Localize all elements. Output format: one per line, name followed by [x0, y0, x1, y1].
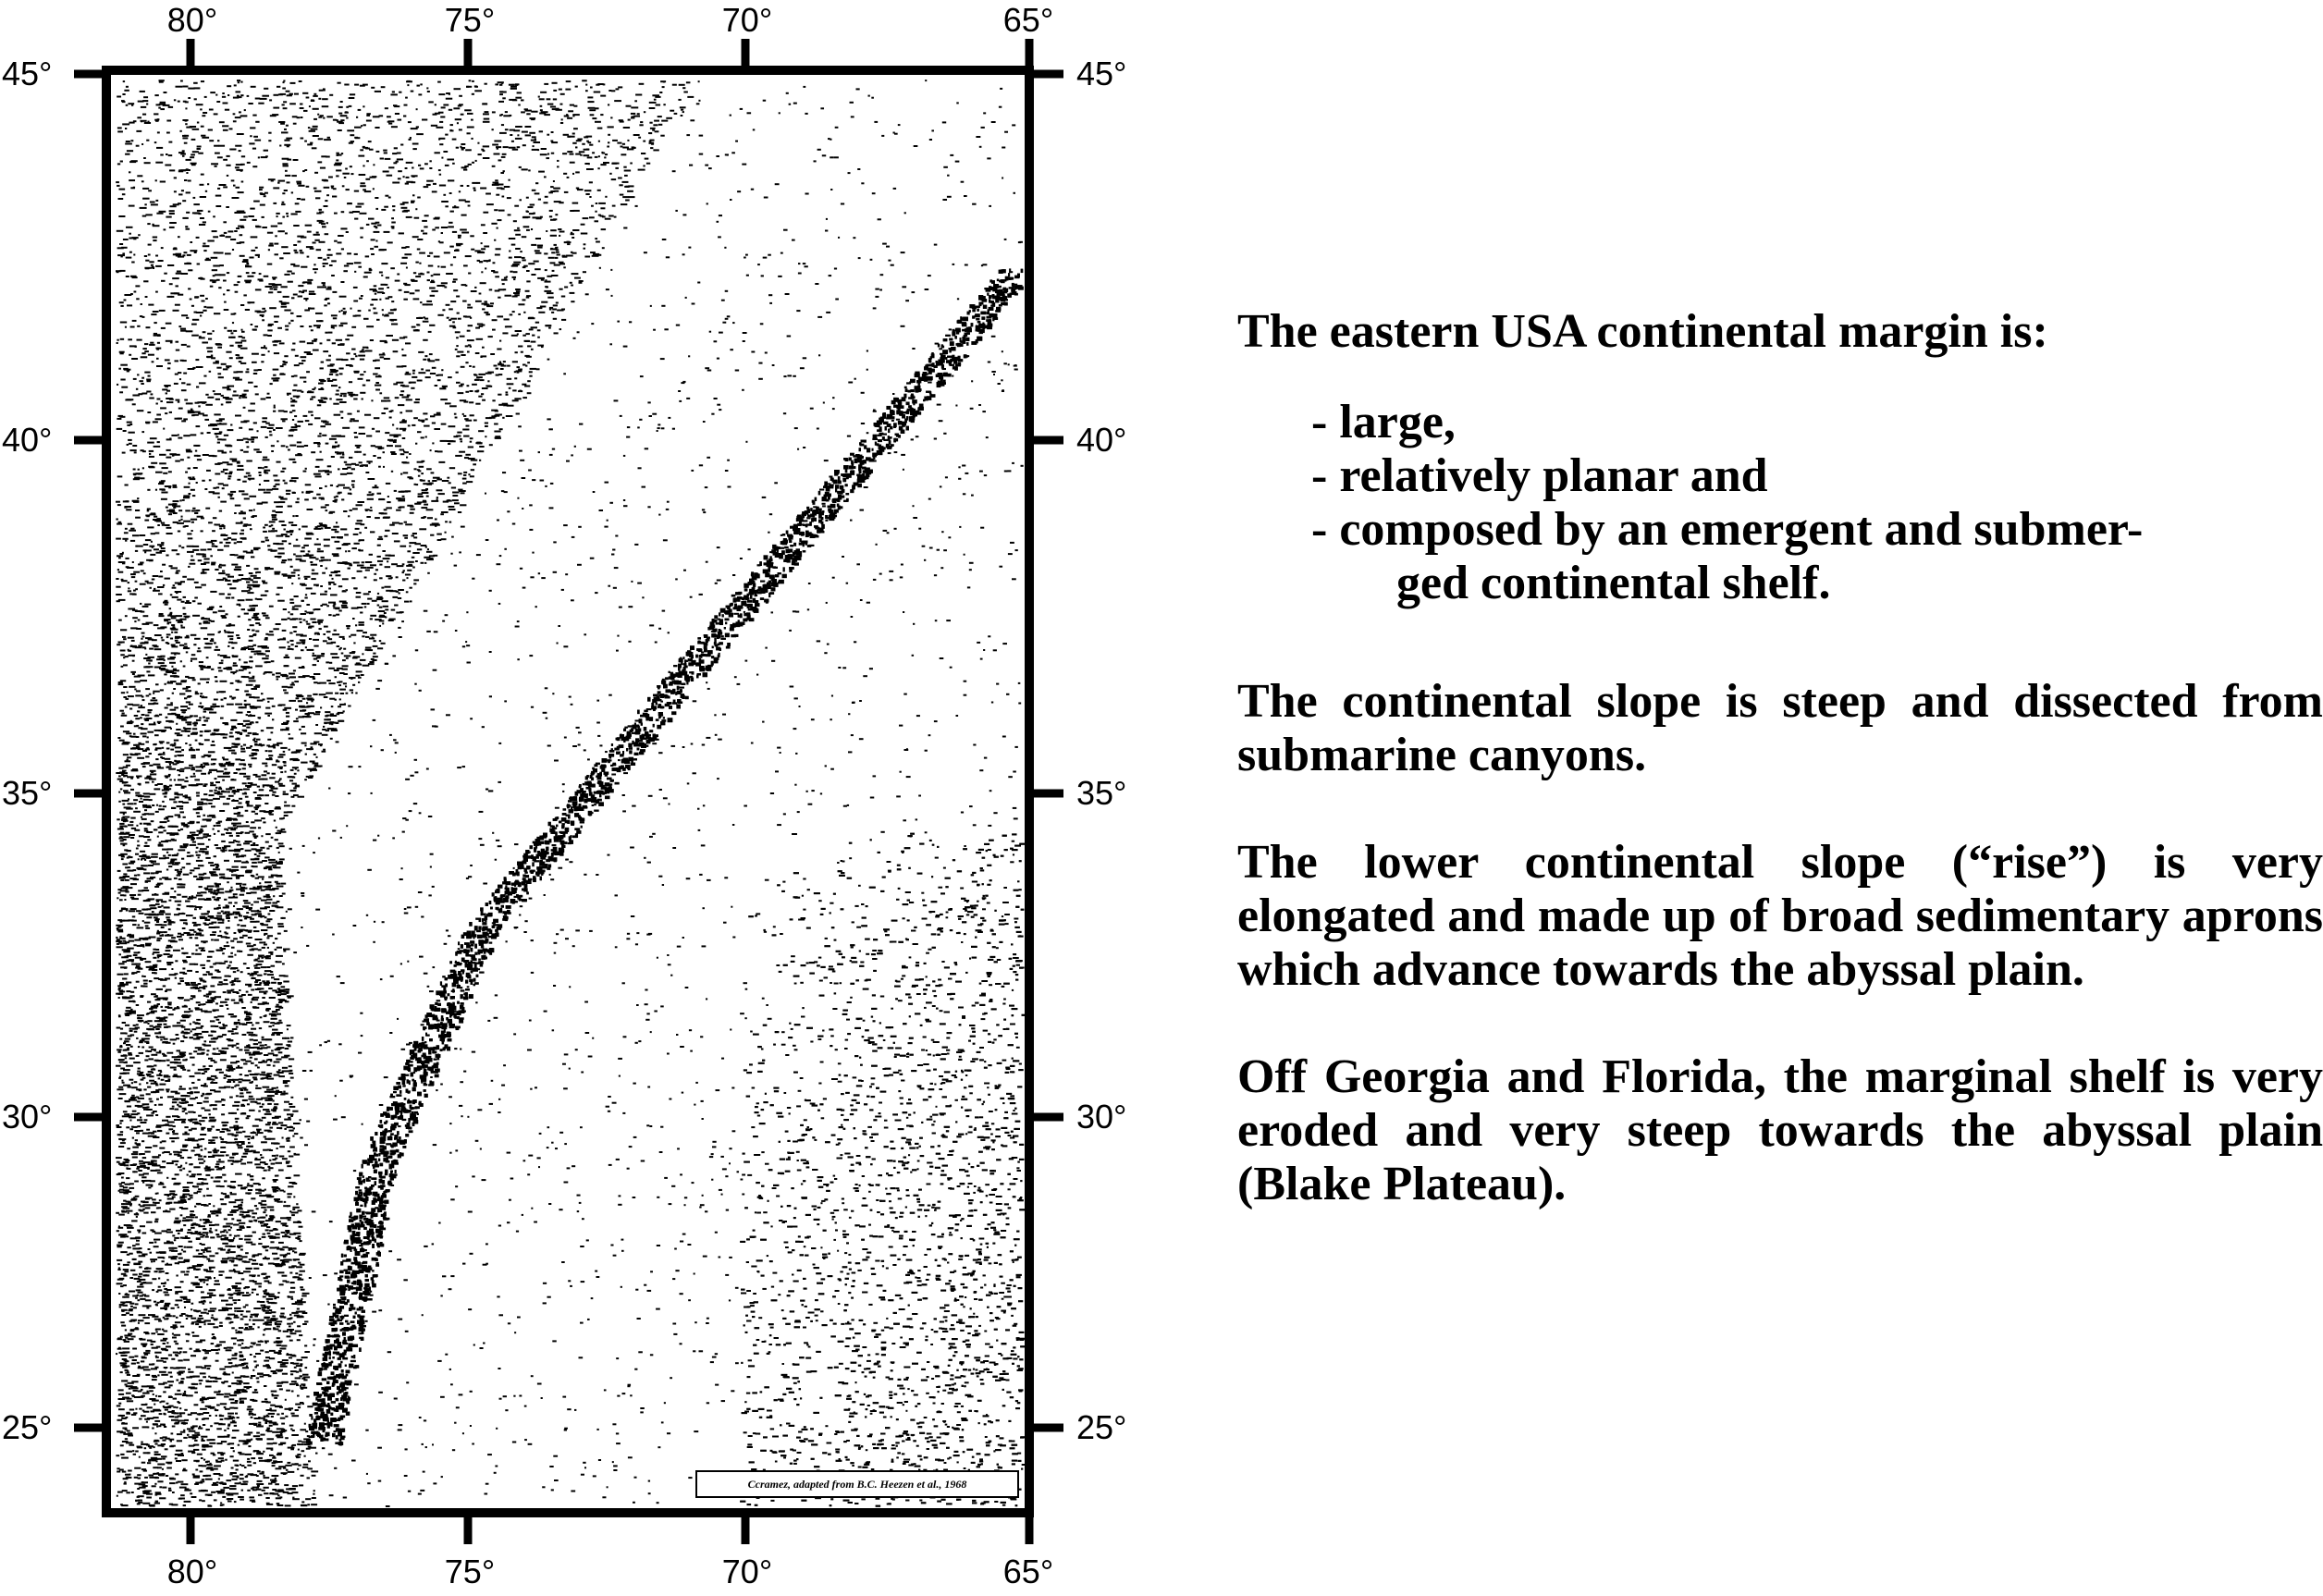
lon-label-bottom-75: 75°	[445, 1555, 495, 1589]
lon-label-top-70: 70°	[722, 4, 772, 37]
lat-label-left-40: 40°	[2, 424, 52, 457]
physiographic-map	[0, 0, 1073, 1596]
bullet-item: - composed by an emergent and submer-	[1311, 503, 2323, 557]
lon-label-bottom-65: 65°	[1003, 1555, 1053, 1589]
lat-label-left-25: 25°	[2, 1411, 52, 1444]
margin-heading: The eastern USA continental margin is:	[1237, 305, 2323, 359]
lon-label-bottom-70: 70°	[722, 1555, 772, 1589]
paragraph-slope: The continental slope is steep and dissected from submarine canyons.	[1237, 675, 2323, 782]
lat-label-right-25: 25°	[1076, 1411, 1126, 1444]
lon-label-top-75: 75°	[445, 4, 495, 37]
lat-label-left-35: 35°	[2, 777, 52, 810]
lat-label-right-35: 35°	[1076, 777, 1126, 810]
lat-label-left-30: 30°	[2, 1100, 52, 1134]
map-credit: Ccramez, adapted from B.C. Heezen et al., 1968	[695, 1470, 1019, 1498]
bullet-item-continuation: ged continental shelf.	[1311, 557, 2323, 610]
lon-label-bottom-80: 80°	[167, 1555, 217, 1589]
lat-label-right-45: 45°	[1076, 57, 1126, 91]
bullet-item: - large,	[1311, 396, 2323, 449]
bullet-item: - relatively planar and	[1311, 449, 2323, 503]
paragraph-rise: The lower continental slope (“rise”) is very elongated and made up of broad sedimentary aprons which advance towards the abyssal plain.	[1237, 836, 2323, 997]
lon-label-top-65: 65°	[1003, 4, 1053, 37]
map-drawing	[0, 0, 1073, 1596]
text-panel	[1237, 305, 2323, 1265]
lon-label-top-80: 80°	[167, 4, 217, 37]
terrain-texture	[116, 80, 1027, 1507]
lat-label-left-45: 45°	[2, 57, 52, 91]
lat-label-right-40: 40°	[1076, 424, 1126, 457]
margin-bullet-list	[1311, 396, 2323, 610]
paragraph-blake-plateau: Off Georgia and Florida, the marginal shelf is very eroded and very steep towards the abyssal plain (Blake Plateau).	[1237, 1050, 2323, 1211]
lat-label-right-30: 30°	[1076, 1100, 1126, 1134]
